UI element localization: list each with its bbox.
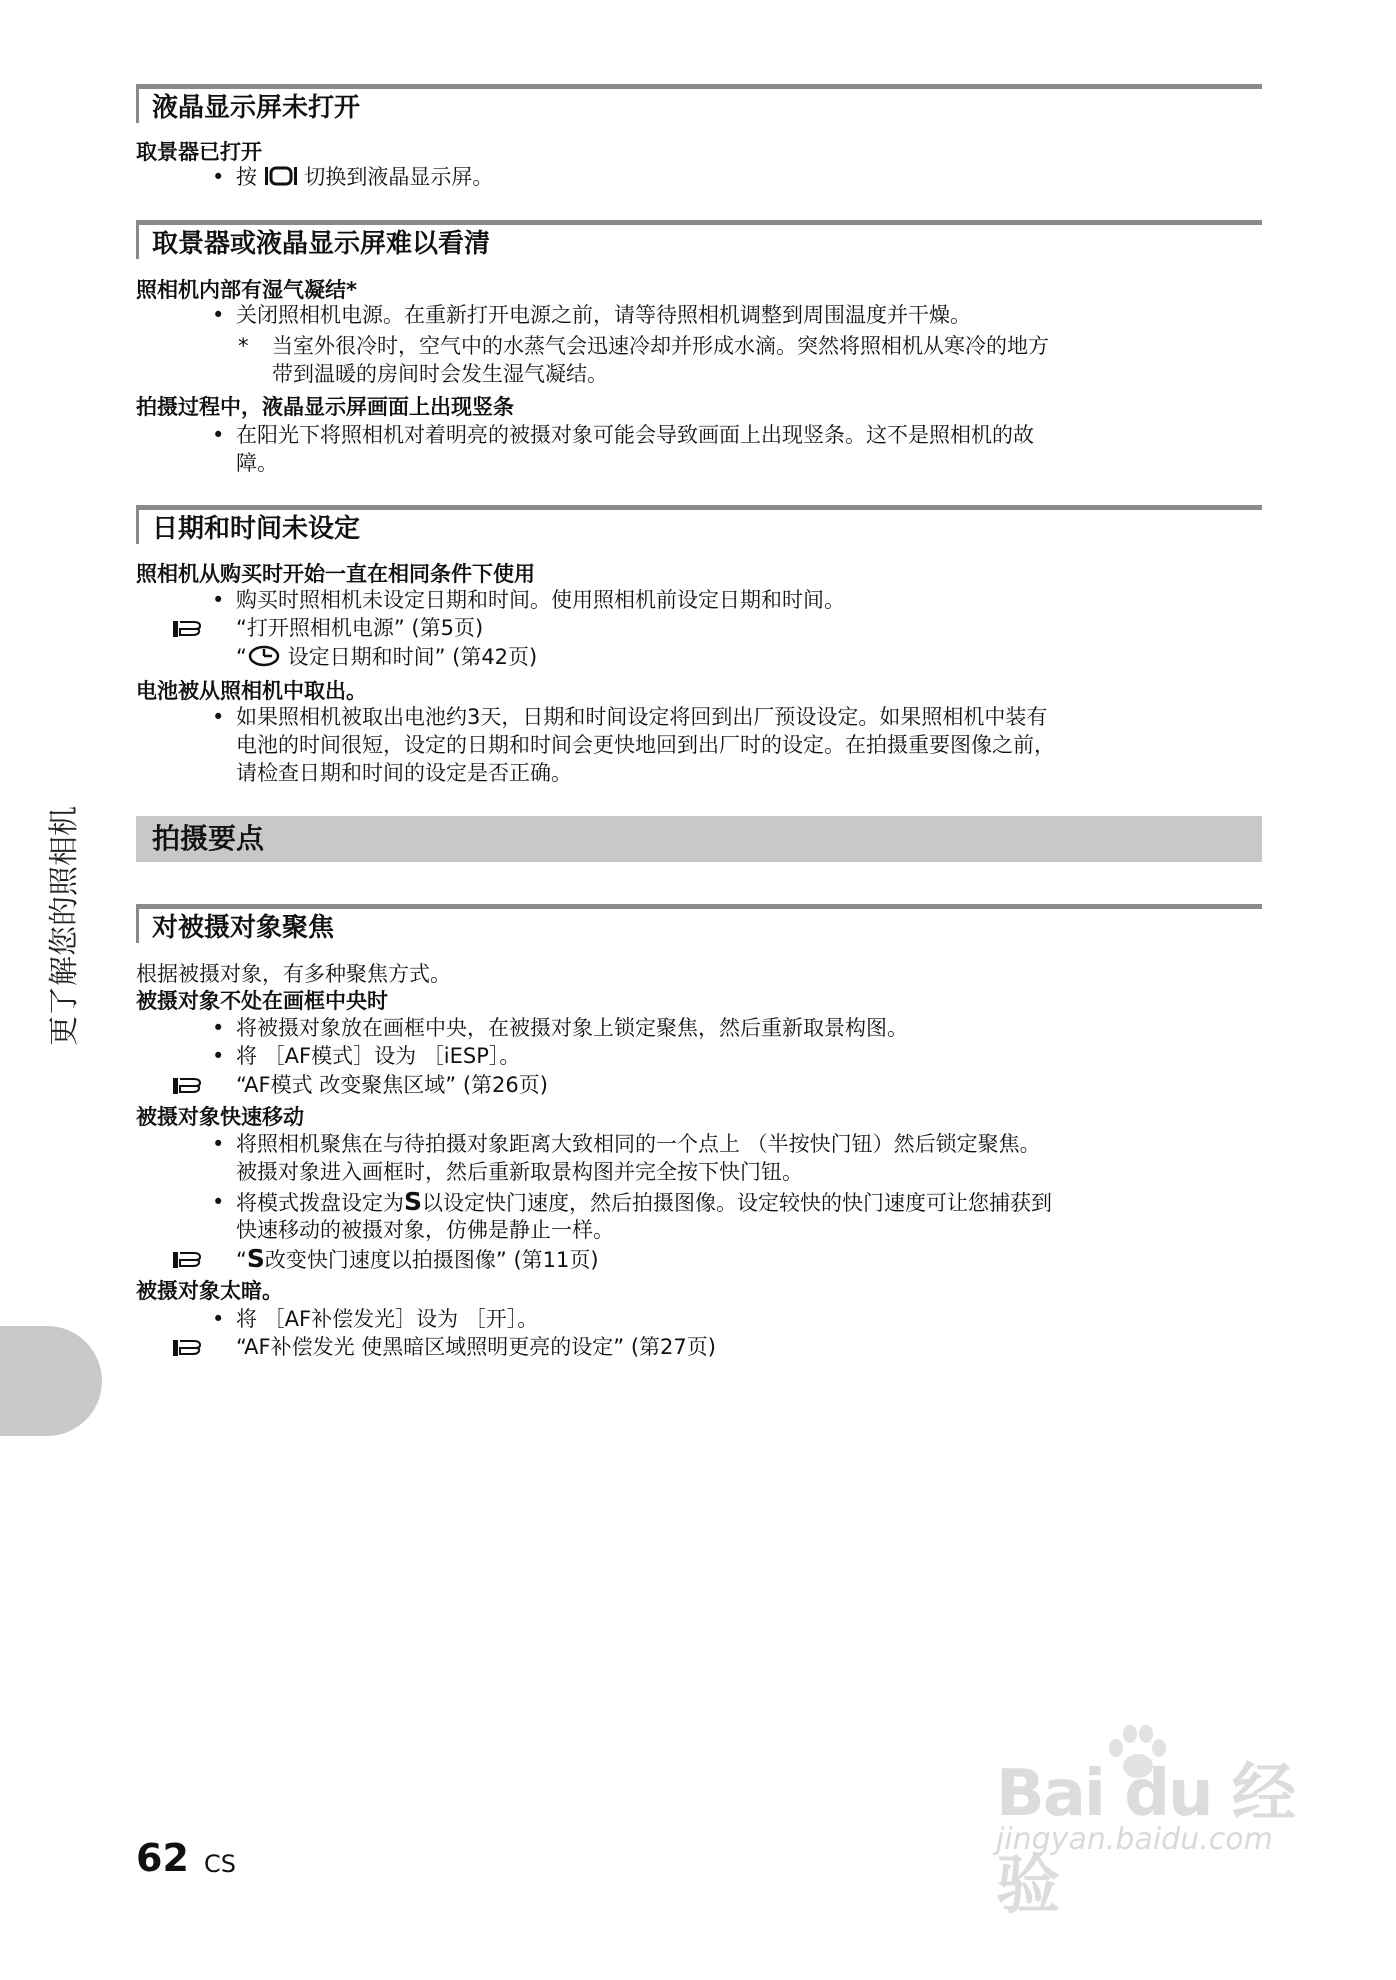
- section-header-hard-to-see: [136, 220, 1262, 260]
- reference-text-part: “: [236, 645, 247, 669]
- bullet-text: 在阳光下将照相机对着明亮的被摄对象可能会导致画面上出现竖条。这不是照相机的故: [236, 423, 1034, 447]
- bullet-text: 请检查日期和时间的设定是否正确。: [236, 761, 572, 785]
- subheading: 被摄对象不处在画框中央时: [136, 989, 388, 1013]
- bullet: •: [212, 303, 225, 327]
- bullet: •: [212, 1307, 225, 1331]
- display-toggle-icon: [264, 165, 298, 187]
- section-title: 日期和时间未设定: [152, 514, 361, 544]
- section-left-bar: [136, 89, 139, 123]
- section-rule: [136, 220, 1262, 225]
- bullet-text: 将被摄对象放在画框中央，在被摄对象上锁定聚焦，然后重新取景构图。: [236, 1016, 908, 1040]
- reference-link[interactable]: “打开照相机电源” (第5页): [236, 616, 484, 640]
- bullet: •: [212, 165, 225, 189]
- bullet-text: 快速移动的被摄对象，仿佛是静止一样。: [236, 1218, 614, 1242]
- chapter-side-tab: [0, 1326, 102, 1436]
- bullet-text-part: 按: [236, 165, 257, 189]
- section-left-bar: [136, 225, 139, 259]
- footnote-text: 带到温暖的房间时会发生湿气凝结。: [272, 362, 608, 386]
- section-header-focus: [136, 904, 1262, 944]
- bullet-text: [236, 1188, 1052, 1217]
- bullet-text-part: 以设定快门速度，然后拍摄图像。设定较快的快门速度可让您捕获到: [422, 1191, 1053, 1215]
- reference-text-part: “: [236, 1248, 247, 1272]
- section-rule: [136, 84, 1262, 89]
- subheading: 拍摄过程中，液晶显示屏画面上出现竖条: [136, 395, 514, 419]
- reference-link[interactable]: [236, 643, 537, 671]
- chapter-side-label: 更了解您的照相机: [47, 806, 82, 1046]
- reference-link[interactable]: “AF模式 改变聚焦区域” (第26页): [236, 1073, 548, 1097]
- subheading: 被摄对象快速移动: [136, 1105, 304, 1129]
- bullet-text: 障。: [236, 451, 278, 475]
- reference-text-part: 设定日期和时间” (第42页): [280, 645, 538, 669]
- page-language: CS: [204, 1850, 236, 1878]
- reference-hand-icon: [172, 1075, 202, 1097]
- bullet-text: 购买时照相机未设定日期和时间。使用照相机前设定日期和时间。: [236, 588, 845, 612]
- subheading: 照相机从购买时开始一直在相同条件下使用: [136, 562, 535, 586]
- subheading: 电池被从照相机中取出。: [136, 679, 367, 703]
- subheading: 照相机内部有湿气凝结*: [136, 278, 357, 302]
- shutter-mode-symbol: S: [246, 1244, 265, 1273]
- bullet-text: 将照相机聚焦在与待拍摄对象距离大致相同的一个点上 （半按快门钮）然后锁定聚焦。: [236, 1132, 1041, 1156]
- section-header-date-time: [136, 505, 1262, 545]
- section-rule: [136, 505, 1262, 510]
- chapter-band: [136, 816, 1262, 862]
- bullet: •: [212, 1016, 225, 1040]
- watermark-main: Bai du 经验: [996, 1757, 1294, 1923]
- section-header-lcd-off: [136, 84, 1262, 124]
- bullet-text: 将 ［AF模式］设为 ［iESP］。: [236, 1044, 521, 1068]
- bullet: •: [212, 423, 225, 447]
- reference-hand-icon: [172, 1337, 202, 1359]
- bullet: •: [212, 1132, 225, 1156]
- bullet-text: 将 ［AF补偿发光］设为 ［开］。: [236, 1307, 539, 1331]
- reference-hand-icon: [172, 618, 202, 640]
- subheading: 被摄对象太暗。: [136, 1279, 283, 1303]
- bullet-text-part: 将模式拨盘设定为: [236, 1191, 404, 1215]
- section-title: 液晶显示屏未打开: [152, 93, 361, 123]
- footnote-mark: *: [238, 334, 249, 358]
- chapter-title: 拍摄要点: [152, 822, 265, 855]
- bullet-text: 关闭照相机电源。在重新打开电源之前，请等待照相机调整到周围温度并干燥。: [236, 303, 971, 327]
- reference-link[interactable]: “AF补偿发光 使黑暗区域照明更亮的设定” (第27页): [236, 1335, 716, 1359]
- clock-icon: [247, 645, 281, 667]
- section-title: 取景器或液晶显示屏难以看清: [152, 229, 491, 259]
- intro-text: 根据被摄对象，有多种聚焦方式。: [136, 962, 451, 986]
- bullet-text: 被摄对象进入画框时，然后重新取景构图并完全按下快门钮。: [236, 1160, 803, 1184]
- section-left-bar: [136, 909, 139, 943]
- bullet: •: [212, 588, 225, 612]
- section-rule: [136, 904, 1262, 909]
- watermark: [996, 1728, 1316, 1923]
- bullet: •: [212, 1190, 225, 1214]
- section-title: 对被摄对象聚焦: [152, 913, 335, 943]
- page-number: 62: [136, 1836, 189, 1880]
- footnote-text: 当室外很冷时，空气中的水蒸气会迅速冷却并形成水滴。突然将照相机从寒冷的地方: [272, 334, 1049, 358]
- section-left-bar: [136, 510, 139, 544]
- shutter-mode-symbol: S: [404, 1187, 423, 1216]
- bullet-text: [236, 163, 493, 191]
- subheading: 取景器已打开: [136, 140, 262, 164]
- reference-link[interactable]: [236, 1245, 599, 1274]
- reference-text-part: 改变快门速度以拍摄图像” (第11页): [264, 1248, 599, 1272]
- bullet: •: [212, 1044, 225, 1068]
- bullet: •: [212, 705, 225, 729]
- bullet-text: 电池的时间很短，设定的日期和时间会更快地回到出厂时的设定。在拍摄重要图像之前，: [236, 733, 1055, 757]
- reference-hand-icon: [172, 1249, 202, 1271]
- bullet-text: 如果照相机被取出电池约3天，日期和时间设定将回到出厂预设设定。如果照相机中装有: [236, 705, 1048, 729]
- watermark-url: jingyan.baidu.com: [996, 1822, 1273, 1857]
- bullet-text-part: 切换到液晶显示屏。: [304, 165, 494, 189]
